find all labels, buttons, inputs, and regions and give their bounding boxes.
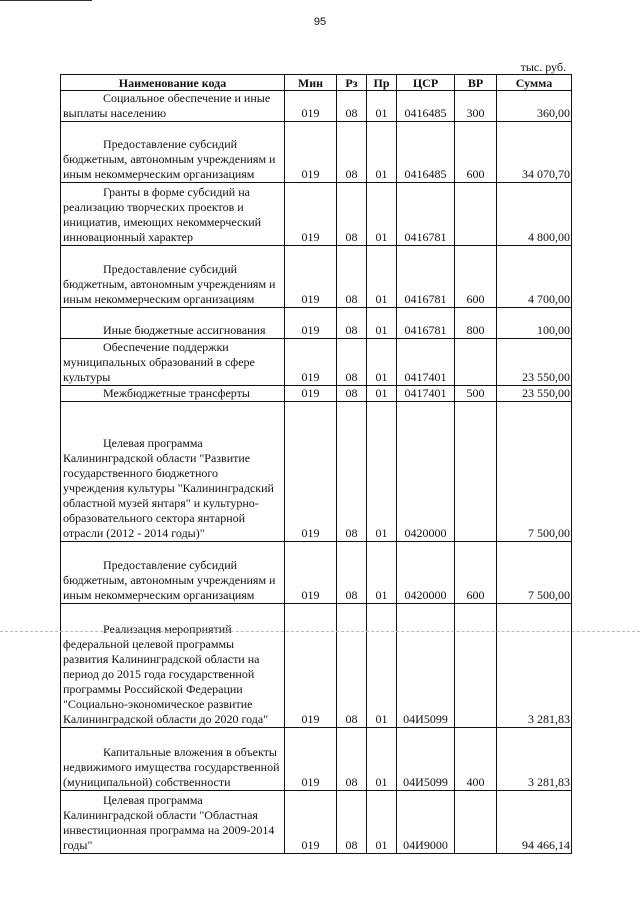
row-name: Предоставление субсидий бюджетным, автономным учреждениям и иным некоммерческим организациям [63,137,276,181]
row-name: Целевая программа Калининградской области "Развитие государственного бюджетного учреждения культуры "Калининградский областной музей янтаря" и культурно-образовательного сектора янтарной отрасли (2012 - 2014 годы)" [63,436,274,540]
row-pr: 01 [367,183,397,246]
units-label: тыс. руб. [520,60,566,74]
row-rz: 08 [337,246,367,308]
row-pr: 01 [367,542,397,604]
row-min: 019 [285,542,337,604]
row-pr: 01 [367,402,397,542]
row-name: Реализация мероприятий федеральной целевой программы развития Калининградской области на период до 2015 года государственной программы Российской Федерации "Социально-экономическое развитие Калининградской области до 2020 года" [63,622,269,726]
row-vr [455,183,497,246]
table-row [61,791,572,854]
row-min: 019 [285,122,337,183]
row-rz: 08 [337,122,367,183]
row-pr: 01 [367,791,397,854]
row-sum: 100,00 [497,308,572,339]
row-min: 019 [285,91,337,122]
table-row [61,308,572,339]
row-csr: 0416781 [397,308,455,339]
row-sum: 4 700,00 [497,246,572,308]
row-min: 019 [285,604,337,728]
budget-table [60,74,572,854]
row-name: Целевая программа Калининградской области "Областная инвестиционная программа на 2009-2014 годы" [63,793,275,852]
row-pr: 01 [367,122,397,183]
header-rz: Рз [337,75,367,91]
row-name: Иные бюджетные ассигнования [103,323,266,337]
row-sum: 360,00 [497,91,572,122]
row-vr [455,402,497,542]
scan-crease-line [0,631,640,632]
table-row [61,402,572,542]
row-csr: 04И9000 [397,791,455,854]
row-rz: 08 [337,339,367,386]
row-rz: 08 [337,791,367,854]
row-sum: 23 550,00 [497,339,572,386]
table-row [61,183,572,246]
row-name: Межбюджетные трансферты [103,386,250,400]
row-pr: 01 [367,308,397,339]
row-vr: 300 [455,91,497,122]
row-name: Социальное обеспечение и иные выплаты населению [63,91,271,120]
row-vr: 400 [455,728,497,791]
row-min: 019 [285,791,337,854]
row-csr: 0420000 [397,542,455,604]
row-min: 019 [285,183,337,246]
row-sum: 7 500,00 [497,542,572,604]
header-csr: ЦСР [397,75,455,91]
row-name: Предоставление субсидий бюджетным, автономным учреждениям и иным некоммерческим организациям [63,558,276,602]
row-rz: 08 [337,604,367,728]
row-name: Предоставление субсидий бюджетным, автономным учреждениям и иным некоммерческим организациям [63,262,276,306]
row-rz: 08 [337,308,367,339]
row-name: Обеспечение поддержки муниципальных образований в сфере культуры [63,340,255,384]
row-csr: 0416485 [397,122,455,183]
table-row [61,122,572,183]
row-pr: 01 [367,339,397,386]
table-row [61,246,572,308]
row-rz: 08 [337,183,367,246]
header-sum: Сумма [497,75,572,91]
row-rz: 08 [337,728,367,791]
row-min: 019 [285,339,337,386]
row-csr: 0416781 [397,246,455,308]
top-edge-fragment [0,0,92,1]
row-min: 019 [285,246,337,308]
row-pr: 01 [367,386,397,402]
row-rz: 08 [337,542,367,604]
page-number: 95 [313,16,327,28]
row-sum: 7 500,00 [497,402,572,542]
row-csr: 0417401 [397,339,455,386]
row-vr: 600 [455,246,497,308]
row-pr: 01 [367,604,397,728]
row-sum: 3 281,83 [497,728,572,791]
row-vr: 600 [455,122,497,183]
row-min: 019 [285,728,337,791]
row-vr [455,339,497,386]
table-header-row [61,75,572,91]
row-sum: 4 800,00 [497,183,572,246]
table-row [61,542,572,604]
row-rz: 08 [337,402,367,542]
row-pr: 01 [367,728,397,791]
row-sum: 34 070,70 [497,122,572,183]
row-name: Гранты в форме субсидий на реализацию творческих проектов и инициатив, имеющих некоммерческий инновационный характер [63,185,262,244]
row-sum: 23 550,00 [497,386,572,402]
row-vr: 600 [455,542,497,604]
row-rz: 08 [337,91,367,122]
table-row [61,604,572,728]
row-vr: 800 [455,308,497,339]
header-name: Наименование кода [61,75,285,91]
row-vr [455,604,497,728]
row-min: 019 [285,308,337,339]
row-min: 019 [285,386,337,402]
row-csr: 04И5099 [397,728,455,791]
row-csr: 0416781 [397,183,455,246]
row-pr: 01 [367,91,397,122]
table-row [61,339,572,386]
row-min: 019 [285,402,337,542]
row-vr: 500 [455,386,497,402]
row-csr: 0416485 [397,91,455,122]
row-name: Капитальные вложения в объекты недвижимого имущества государственной (муниципальной) собственности [63,745,280,789]
row-rz: 08 [337,386,367,402]
row-vr [455,791,497,854]
header-pr: Пр [367,75,397,91]
row-csr: 0417401 [397,386,455,402]
table-row [61,386,572,402]
row-sum: 3 281,83 [497,604,572,728]
header-vr: ВР [455,75,497,91]
row-pr: 01 [367,246,397,308]
table-row [61,91,572,122]
header-min: Мин [285,75,337,91]
row-csr: 0420000 [397,402,455,542]
row-sum: 94 466,14 [497,791,572,854]
row-csr: 04И5099 [397,604,455,728]
table-row [61,728,572,791]
